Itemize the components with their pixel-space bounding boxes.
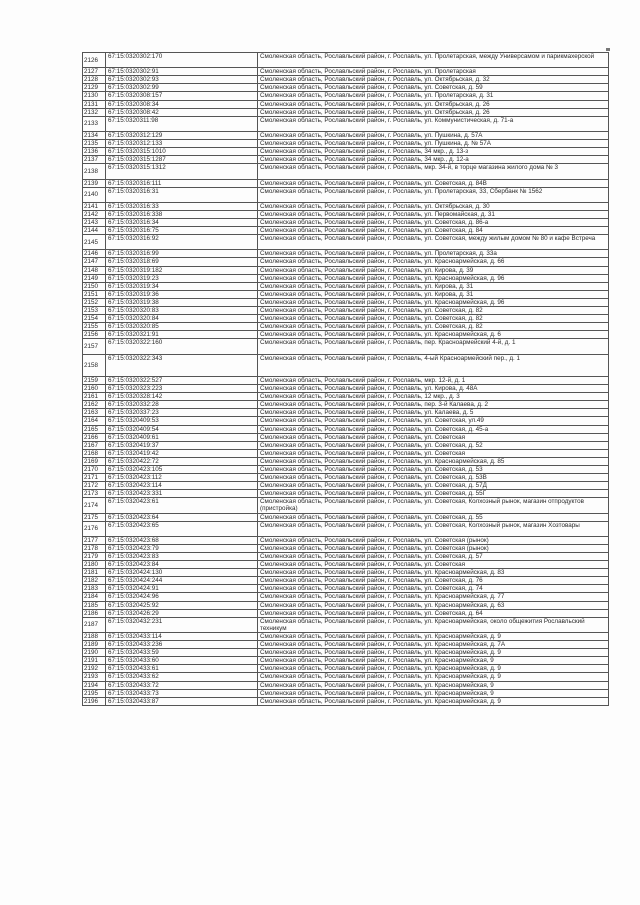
address-cell: Смоленская область, Рославльский район, г. Рославль, ул. Пушкина, д. № 57А	[258, 140, 609, 148]
table-row	[83, 513, 609, 521]
table-row	[83, 282, 609, 290]
cadastral-number: 67:15:0320422:72	[106, 457, 258, 465]
cadastral-number: 67:15:0320433:59	[106, 649, 258, 657]
row-number: 2158	[83, 354, 106, 376]
row-number: 2172	[83, 482, 106, 490]
row-number: 2176	[83, 521, 106, 536]
table-row	[83, 673, 609, 681]
table-row	[83, 339, 609, 354]
cadastral-number: 67:15:0320433:72	[106, 681, 258, 689]
cadastral-number: 67:15:0320423:84	[106, 561, 258, 569]
table-row	[83, 187, 609, 202]
table-row	[83, 235, 609, 250]
row-number: 2168	[83, 449, 106, 457]
address-cell: Смоленская область, Рославльский район, г. Рославль, ул. Красноармейская, д. 96	[258, 274, 609, 282]
row-number: 2130	[83, 92, 106, 100]
cadastral-number: 67:15:0320316:31	[106, 187, 258, 202]
row-number: 2188	[83, 632, 106, 640]
cadastral-number: 67:15:0320409:54	[106, 425, 258, 433]
table-row	[83, 116, 609, 131]
table-row	[83, 148, 609, 156]
table-row	[83, 53, 609, 68]
cadastral-number: 67:15:0320322:527	[106, 376, 258, 384]
row-number: 2194	[83, 681, 106, 689]
row-number: 2150	[83, 282, 106, 290]
row-number: 2190	[83, 649, 106, 657]
address-cell: Смоленская область, Рославльский район, г. Рославль, ул. Пролетарская, д. 31	[258, 92, 609, 100]
table-row	[83, 665, 609, 673]
cadastral-number: 67:15:0320302:99	[106, 84, 258, 92]
row-number: 2138	[83, 164, 106, 179]
cadastral-number: 67:15:0320311:98	[106, 116, 258, 131]
address-cell: Смоленская область, Рославльский район, г. Рославль, ул. Красноармейская, д. 9	[258, 632, 609, 640]
table-row	[83, 274, 609, 282]
table-row	[83, 649, 609, 657]
cadastral-number: 67:15:0320318:69	[106, 258, 258, 266]
cadastral-number: 67:15:0320320:83	[106, 307, 258, 315]
cadastral-number: 67:15:0320419:37	[106, 441, 258, 449]
table-row	[83, 561, 609, 569]
address-cell: Смоленская область, Рославльский район, г. Рославль, мкр. 34-й, в торце магазина жилого дома № 3	[258, 164, 609, 179]
cadastral-number: 67:15:0320423:112	[106, 474, 258, 482]
cadastral-number: 67:15:0320319:36	[106, 290, 258, 298]
row-number: 2137	[83, 156, 106, 164]
address-cell: Смоленская область, Рославльский район, г. Рославль, ул. Красноармейская, д. 6	[258, 331, 609, 339]
cadastral-number: 67:15:0320409:61	[106, 433, 258, 441]
address-cell: Смоленская область, Рославльский район, г. Рославль, ул. Красноармейская, д. 77	[258, 593, 609, 601]
cadastral-number: 67:15:0320302:91	[106, 68, 258, 76]
row-number: 2191	[83, 657, 106, 665]
table-row	[83, 376, 609, 384]
cadastral-number: 67:15:0320423:79	[106, 544, 258, 552]
cadastral-number: 67:15:0320316:75	[106, 227, 258, 235]
address-cell: Смоленская область, Рославльский район, г. Рославль, ул. Советская, д. 76	[258, 577, 609, 585]
address-cell: Смоленская область, Рославльский район, г. Рославль, 34 мкр., д. 12-а	[258, 156, 609, 164]
address-cell: Смоленская область, Рославльский район, г. Рославль, 4-ый Красноармейский пер., д. 1	[258, 354, 609, 376]
address-cell: Смоленская область, Рославльский район, г. Рославль, ул. Коммунистическая, д. 71-а	[258, 116, 609, 131]
row-number: 2181	[83, 569, 106, 577]
cadastral-number: 67:15:0320316:92	[106, 235, 258, 250]
cadastral-number: 67:15:0320312:133	[106, 140, 258, 148]
address-cell: Смоленская область, Рославльский район, г. Рославль, ул. Советская, д. 52	[258, 441, 609, 449]
address-cell: Смоленская область, Рославльский район, г. Рославль, ул. Советская, д. 84	[258, 227, 609, 235]
address-cell: Смоленская область, Рославльский район, г. Рославль, ул. Советская, д. 74	[258, 585, 609, 593]
row-number: 2167	[83, 441, 106, 449]
table-row	[83, 697, 609, 705]
row-number: 2159	[83, 376, 106, 384]
address-cell: Смоленская область, Рославльский район, г. Рославль, ул. Пролетарская, между Универсамом и парикмахерской	[258, 53, 609, 68]
table-row	[83, 315, 609, 323]
cadastral-number: 67:15:0320433:87	[106, 697, 258, 705]
row-number: 2161	[83, 393, 106, 401]
address-cell: Смоленская область, Рославльский район, г. Рославль, ул. Первомайская, д. 31	[258, 210, 609, 218]
cadastral-number: 67:15:0320409:53	[106, 417, 258, 425]
table-row	[83, 609, 609, 617]
row-number: 2155	[83, 323, 106, 331]
row-number: 2149	[83, 274, 106, 282]
cadastral-number: 67:15:0320433:73	[106, 689, 258, 697]
table-row	[83, 202, 609, 210]
table-row	[83, 84, 609, 92]
table-row	[83, 536, 609, 544]
cadastral-number: 67:15:0320312:129	[106, 131, 258, 139]
address-cell: Смоленская область, Рославльский район, г. Рославль, ул. Красноармейская, 9	[258, 657, 609, 665]
address-cell: Смоленская область, Рославльский район, г. Рославль, ул. Советская, д. 45-а	[258, 425, 609, 433]
row-number: 2187	[83, 617, 106, 632]
table-row	[83, 331, 609, 339]
cadastral-number: 67:15:0320316:33	[106, 202, 258, 210]
address-cell: Смоленская область, Рославльский район, г. Рославль, ул. Советская, д. 53В	[258, 474, 609, 482]
table-row	[83, 601, 609, 609]
table-row	[83, 401, 609, 409]
table-row	[83, 131, 609, 139]
cadastral-number: 67:15:0320319:23	[106, 274, 258, 282]
address-cell: Смоленская область, Рославльский район, г. Рославль, ул. Красноармейская, д. 9	[258, 665, 609, 673]
table-row	[83, 164, 609, 179]
table-row	[83, 298, 609, 306]
cadastral-number: 67:15:0320423:114	[106, 482, 258, 490]
row-number: 2189	[83, 641, 106, 649]
cadastral-number: 67:15:0320433:61	[106, 665, 258, 673]
address-cell: Смоленская область, Рославльский район, г. Рославль, ул. Советская, между жилым домом № 80 и кафе Встреча	[258, 235, 609, 250]
address-cell: Смоленская область, Рославльский район, г. Рославль, ул. Красноармейская, 9	[258, 681, 609, 689]
row-number: 2163	[83, 409, 106, 417]
cadastral-number: 67:15:0320423:64	[106, 513, 258, 521]
cadastral-number: 67:15:0320423:61	[106, 498, 258, 513]
table-row	[83, 409, 609, 417]
address-cell: Смоленская область, Рославльский район, г. Рославль, ул. Советская, д. 57	[258, 553, 609, 561]
scan-mark	[606, 48, 610, 51]
table-row	[83, 323, 609, 331]
cadastral-number: 67:15:0320319:38	[106, 298, 258, 306]
address-cell: Смоленская область, Рославльский район, г. Рославль, ул. Красноармейская, д. 63	[258, 601, 609, 609]
cadastral-number: 67:15:0320423:65	[106, 521, 258, 536]
row-number: 2162	[83, 401, 106, 409]
address-cell: Смоленская область, Рославльский район, г. Рославль, ул. Кирова, д. 48А	[258, 385, 609, 393]
row-number: 2126	[83, 53, 106, 68]
cadastral-number: 67:15:0320319:34	[106, 282, 258, 290]
cadastral-number: 67:15:0320433:114	[106, 632, 258, 640]
cadastral-number: 67:15:0320323:223	[106, 385, 258, 393]
address-cell: Смоленская область, Рославльский район, г. Рославль, ул. Калаева, д. 5	[258, 409, 609, 417]
address-cell: Смоленская область, Рославльский район, г. Рославль, 34 мкр., д. 13-з	[258, 148, 609, 156]
row-number: 2182	[83, 577, 106, 585]
table-row	[83, 577, 609, 585]
address-cell: Смоленская область, Рославльский район, г. Рославль, ул. Советская, Колхозный рынок, магазин отпродуктов (пристройка)	[258, 498, 609, 513]
row-number: 2146	[83, 250, 106, 258]
table-row	[83, 681, 609, 689]
address-cell: Смоленская область, Рославльский район, г. Рославль, ул. Октябрьская, д. 30	[258, 202, 609, 210]
table-row	[83, 385, 609, 393]
address-cell: Смоленская область, Рославльский район, г. Рославль, ул. Октябрьская, д. 32	[258, 76, 609, 84]
address-cell: Смоленская область, Рославльский район, г. Рославль, ул. Советская, д. 84В	[258, 179, 609, 187]
address-cell: Смоленская область, Рославльский район, г. Рославль, ул. Советская, д. 53	[258, 465, 609, 473]
row-number: 2136	[83, 148, 106, 156]
address-cell: Смоленская область, Рославльский район, г. Рославль, ул. Кирова, д. 39	[258, 266, 609, 274]
row-number: 2186	[83, 609, 106, 617]
row-number: 2139	[83, 179, 106, 187]
table-row	[83, 307, 609, 315]
cadastral-number: 67:15:0320424:96	[106, 593, 258, 601]
row-number: 2195	[83, 689, 106, 697]
cadastral-number: 67:15:0320424:130	[106, 569, 258, 577]
cadastral-number: 67:15:0320424:244	[106, 577, 258, 585]
row-number: 2174	[83, 498, 106, 513]
address-cell: Смоленская область, Рославльский район, г. Рославль, ул. Советская	[258, 433, 609, 441]
table-row	[83, 585, 609, 593]
table-row	[83, 689, 609, 697]
address-cell: Смоленская область, Рославльский район, г. Рославль, ул. Советская, д. 55Г	[258, 490, 609, 498]
table-row	[83, 210, 609, 218]
row-number: 2184	[83, 593, 106, 601]
row-number: 2142	[83, 210, 106, 218]
table-row	[83, 441, 609, 449]
table-row	[83, 657, 609, 665]
table-row	[83, 218, 609, 226]
cadastral-number: 67:15:0320316:34	[106, 218, 258, 226]
table-row	[83, 457, 609, 465]
table-row	[83, 68, 609, 76]
row-number: 2156	[83, 331, 106, 339]
address-cell: Смоленская область, Рославльский район, г. Рославль, ул. Красноармейская, д. 9	[258, 697, 609, 705]
row-number: 2179	[83, 553, 106, 561]
table-row	[83, 100, 609, 108]
table-row	[83, 393, 609, 401]
cadastral-number: 67:15:0320302:170	[106, 53, 258, 68]
address-cell: Смоленская область, Рославльский район, г. Рославль, ул. Советская, д. 64	[258, 609, 609, 617]
row-number: 2193	[83, 673, 106, 681]
address-cell: Смоленская область, Рославльский район, г. Рославль, ул. Пролетарская, 33, Сбербанк № 1562	[258, 187, 609, 202]
table-row	[83, 544, 609, 552]
cadastral-number: 67:15:0320424:91	[106, 585, 258, 593]
address-cell: Смоленская область, Рославльский район, г. Рославль, ул. Советская, Колхозный рынок, магазин Хозтовары	[258, 521, 609, 536]
row-number: 2144	[83, 227, 106, 235]
table-row	[83, 617, 609, 632]
address-cell: Смоленская область, Рославльский район, г. Рославль, ул. Красноармейская, д. 9	[258, 673, 609, 681]
row-number: 2154	[83, 315, 106, 323]
row-number: 2175	[83, 513, 106, 521]
cadastral-number: 67:15:0320308:42	[106, 108, 258, 116]
row-number: 2185	[83, 601, 106, 609]
address-cell: Смоленская область, Рославльский район, г. Рославль, ул. Советская, д. 57Д	[258, 482, 609, 490]
table-row	[83, 553, 609, 561]
cadastral-number: 67:15:0320320:85	[106, 323, 258, 331]
table-row	[83, 433, 609, 441]
row-number: 2169	[83, 457, 106, 465]
address-cell: Смоленская область, Рославльский район, г. Рославль, ул. Советская, д. 86-а	[258, 218, 609, 226]
cadastral-number: 67:15:0320426:29	[106, 609, 258, 617]
address-cell: Смоленская область, Рославльский район, г. Рославль, ул. Советская, д. 55	[258, 513, 609, 521]
row-number: 2192	[83, 665, 106, 673]
row-number: 2170	[83, 465, 106, 473]
table-row	[83, 156, 609, 164]
address-cell: Смоленская область, Рославльский район, г. Рославль, ул. Советская	[258, 449, 609, 457]
address-cell: Смоленская область, Рославльский район, г. Рославль, ул. Пролетарская	[258, 68, 609, 76]
address-cell: Смоленская область, Рославльский район, г. Рославль, ул. Советская, д. 82	[258, 315, 609, 323]
cadastral-number: 67:15:0320315:1010	[106, 148, 258, 156]
address-cell: Смоленская область, Рославльский район, г. Рославль, ул. Советская (рынок)	[258, 544, 609, 552]
cadastral-number: 67:15:0320315:1287	[106, 156, 258, 164]
address-cell: Смоленская область, Рославльский район, г. Рославль, ул. Красноармейская, д. 7А	[258, 641, 609, 649]
table-row	[83, 449, 609, 457]
cadastral-number: 67:15:0320328:142	[106, 393, 258, 401]
table-row	[83, 490, 609, 498]
address-cell: Смоленская область, Рославльский район, г. Рославль, ул. Кирова, д. 31	[258, 282, 609, 290]
row-number: 2127	[83, 68, 106, 76]
table-row	[83, 92, 609, 100]
table-row	[83, 250, 609, 258]
property-register-table	[82, 52, 609, 706]
row-number: 2134	[83, 131, 106, 139]
table-row	[83, 632, 609, 640]
cadastral-number: 67:15:0320302:93	[106, 76, 258, 84]
table-row	[83, 108, 609, 116]
table-row	[83, 140, 609, 148]
row-number: 2145	[83, 235, 106, 250]
cadastral-number: 67:15:0320432:231	[106, 617, 258, 632]
table-row	[83, 417, 609, 425]
row-number: 2129	[83, 84, 106, 92]
cadastral-number: 67:15:0320332:28	[106, 401, 258, 409]
address-cell: Смоленская область, Рославльский район, г. Рославль, ул. Октябрьская, д. 26	[258, 100, 609, 108]
cadastral-number: 67:15:0320433:60	[106, 657, 258, 665]
table-row	[83, 354, 609, 376]
address-cell: Смоленская область, Рославльский район, г. Рославль, ул. Советская (рынок)	[258, 536, 609, 544]
table-row	[83, 179, 609, 187]
table-row	[83, 641, 609, 649]
row-number: 2183	[83, 585, 106, 593]
row-number: 2152	[83, 298, 106, 306]
address-cell: Смоленская область, Рославльский район, г. Рославль, пер. 3-й Калаева, д. 2	[258, 401, 609, 409]
table-row	[83, 266, 609, 274]
cadastral-number: 67:15:0320316:111	[106, 179, 258, 187]
row-number: 2171	[83, 474, 106, 482]
row-number: 2165	[83, 425, 106, 433]
row-number: 2180	[83, 561, 106, 569]
row-number: 2131	[83, 100, 106, 108]
cadastral-number: 67:15:0320316:338	[106, 210, 258, 218]
address-cell: Смоленская область, Рославльский район, г. Рославль, ул. Пролетарская, д. 33а	[258, 250, 609, 258]
address-cell: Смоленская область, Рославльский район, г. Рославль, ул. Красноармейская, д. 66	[258, 258, 609, 266]
row-number: 2178	[83, 544, 106, 552]
address-cell: Смоленская область, Рославльский район, г. Рославль, мкр. 12-й, д. 1	[258, 376, 609, 384]
cadastral-number: 67:15:0320319:182	[106, 266, 258, 274]
table-row	[83, 258, 609, 266]
address-cell: Смоленская область, Рославльский район, г. Рославль, ул. Советская, д. 59	[258, 84, 609, 92]
address-cell: Смоленская область, Рославльский район, г. Рославль, пер. Красноармейский 4-й, д. 1	[258, 339, 609, 354]
table-row	[83, 569, 609, 577]
row-number: 2132	[83, 108, 106, 116]
address-cell: Смоленская область, Рославльский район, г. Рославль, ул. Красноармейская, 9	[258, 689, 609, 697]
row-number: 2177	[83, 536, 106, 544]
row-number: 2143	[83, 218, 106, 226]
cadastral-number: 67:15:0320419:42	[106, 449, 258, 457]
address-cell: Смоленская область, Рославльский район, г. Рославль, ул. Кирова, д. 31	[258, 290, 609, 298]
address-cell: Смоленская область, Рославльский район, г. Рославль, ул. Красноармейская, д. 83	[258, 569, 609, 577]
table-row	[83, 474, 609, 482]
row-number: 2166	[83, 433, 106, 441]
address-cell: Смоленская область, Рославльский район, г. Рославль, ул. Красноармейская, д. 9	[258, 649, 609, 657]
address-cell: Смоленская область, Рославльский район, г. Рославль, ул. Красноармейская, д. 96	[258, 298, 609, 306]
cadastral-number: 67:15:0320315:1312	[106, 164, 258, 179]
cadastral-number: 67:15:0320316:99	[106, 250, 258, 258]
table-row	[83, 227, 609, 235]
cadastral-number: 67:15:0320433:236	[106, 641, 258, 649]
cadastral-number: 67:15:0320320:84	[106, 315, 258, 323]
cadastral-number: 67:15:0320423:105	[106, 465, 258, 473]
cadastral-number: 67:15:0320337:23	[106, 409, 258, 417]
table-row	[83, 76, 609, 84]
address-cell: Смоленская область, Рославльский район, г. Рославль, ул. Красноармейская, около общежития Рославльский техникум	[258, 617, 609, 632]
cadastral-number: 67:15:0320425:92	[106, 601, 258, 609]
address-cell: Смоленская область, Рославльский район, г. Рославль, ул. Советская, ул.49	[258, 417, 609, 425]
row-number: 2141	[83, 202, 106, 210]
cadastral-number: 67:15:0320433:62	[106, 673, 258, 681]
cadastral-number: 67:15:0320308:157	[106, 92, 258, 100]
row-number: 2157	[83, 339, 106, 354]
row-number: 2164	[83, 417, 106, 425]
register-body	[83, 53, 609, 706]
table-row	[83, 498, 609, 513]
cadastral-number: 67:15:0320423:83	[106, 553, 258, 561]
row-number: 2135	[83, 140, 106, 148]
address-cell: Смоленская область, Рославльский район, г. Рославль, ул. Советская, д. 82	[258, 307, 609, 315]
table-row	[83, 290, 609, 298]
table-row	[83, 482, 609, 490]
cadastral-number: 67:15:0320322:343	[106, 354, 258, 376]
row-number: 2128	[83, 76, 106, 84]
address-cell: Смоленская область, Рославльский район, г. Рославль, ул. Красноармейская, д. 85	[258, 457, 609, 465]
address-cell: Смоленская область, Рославльский район, г. Рославль, ул. Пушкина, д. 57А	[258, 131, 609, 139]
table-row	[83, 593, 609, 601]
row-number: 2148	[83, 266, 106, 274]
row-number: 2140	[83, 187, 106, 202]
address-cell: Смоленская область, Рославльский район, г. Рославль, ул. Советская	[258, 561, 609, 569]
table-row	[83, 425, 609, 433]
address-cell: Смоленская область, Рославльский район, г. Рославль, ул. Советская, д. 82	[258, 323, 609, 331]
row-number: 2173	[83, 490, 106, 498]
row-number: 2147	[83, 258, 106, 266]
cadastral-number: 67:15:0320423:331	[106, 490, 258, 498]
row-number: 2151	[83, 290, 106, 298]
row-number: 2160	[83, 385, 106, 393]
cadastral-number: 67:15:0320308:34	[106, 100, 258, 108]
table-row	[83, 521, 609, 536]
row-number: 2153	[83, 307, 106, 315]
cadastral-number: 67:15:0320321:91	[106, 331, 258, 339]
cadastral-number: 67:15:0320423:68	[106, 536, 258, 544]
cadastral-number: 67:15:0320322:160	[106, 339, 258, 354]
row-number: 2196	[83, 697, 106, 705]
address-cell: Смоленская область, Рославльский район, г. Рославль, ул. Октябрьская, д. 26	[258, 108, 609, 116]
address-cell: Смоленская область, Рославльский район, г. Рославль, 12 мкр., д. 3	[258, 393, 609, 401]
table-row	[83, 465, 609, 473]
row-number: 2133	[83, 116, 106, 131]
